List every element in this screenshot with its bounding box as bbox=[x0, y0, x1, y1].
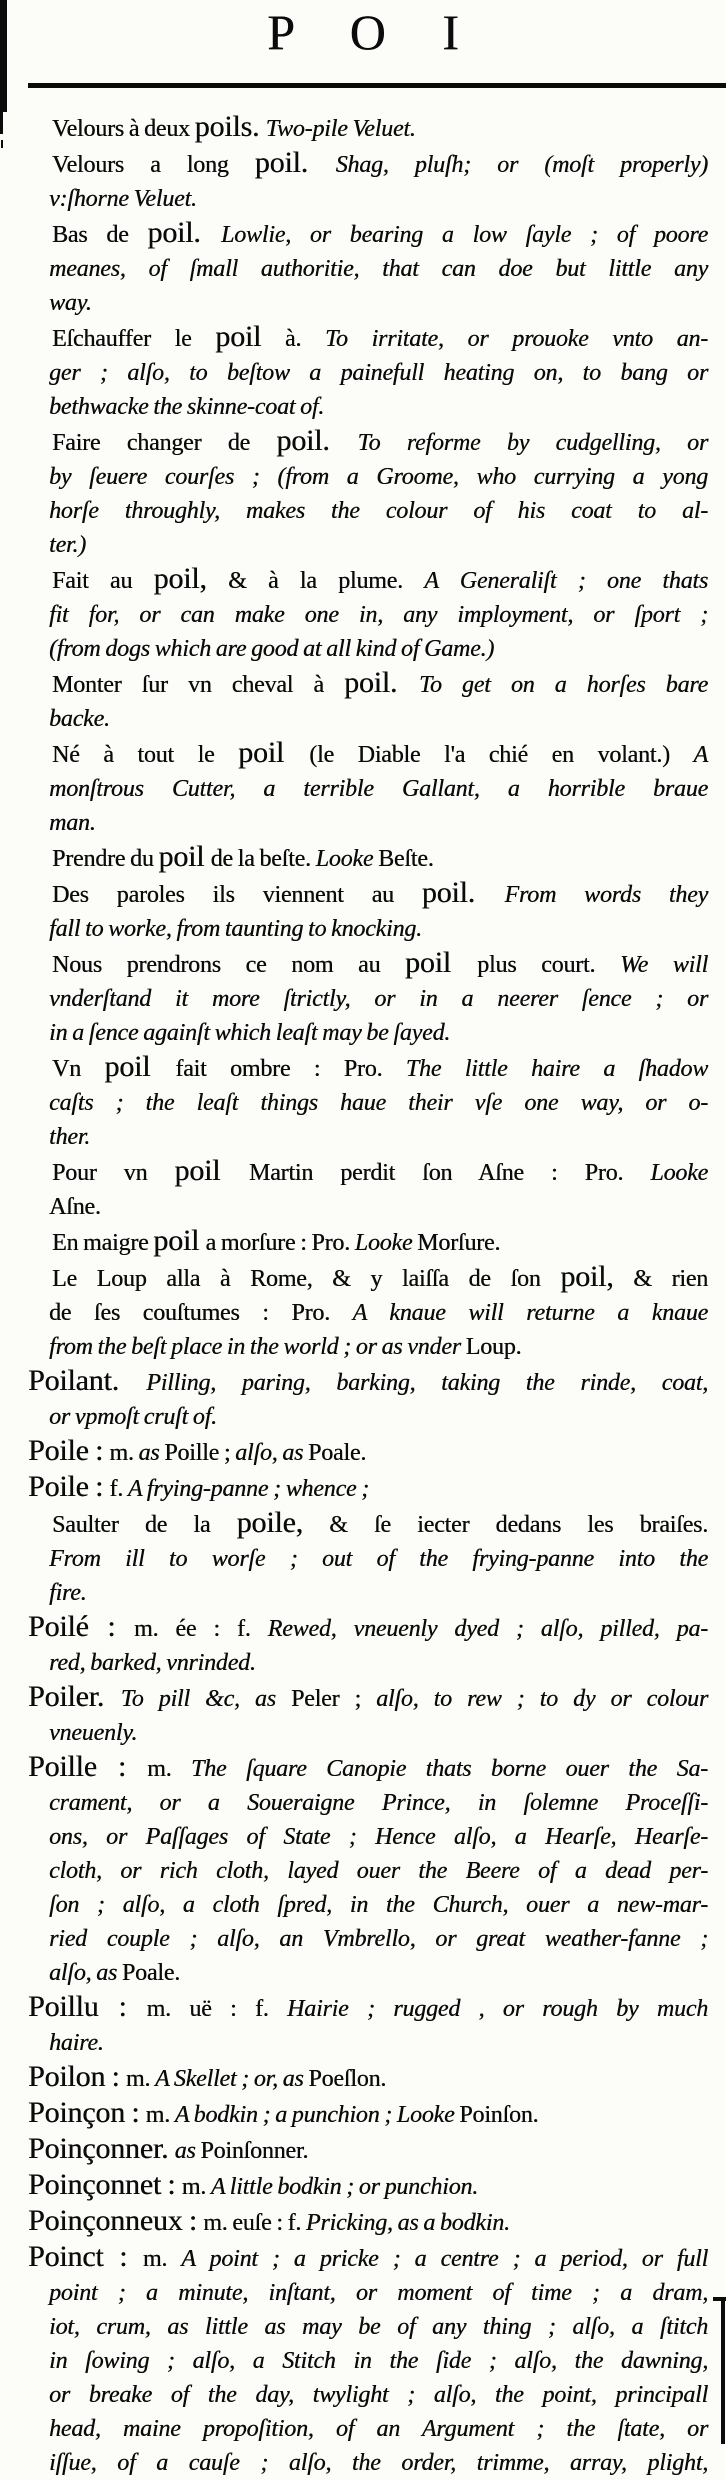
dictionary-line bbox=[49, 1016, 708, 1050]
english-gloss: fit for, or can make one in, any imployment, or ſport ; bbox=[49, 602, 708, 628]
right-edge-mark bbox=[721, 2297, 725, 2444]
english-gloss: Pilling, paring, barking, taking the rinde, coat, bbox=[146, 1370, 708, 1396]
french-text: Né à tout le bbox=[52, 742, 239, 768]
french-text: Peler ; bbox=[291, 1686, 377, 1712]
english-gloss: man. bbox=[49, 810, 96, 836]
english-gloss: fire. bbox=[49, 1580, 87, 1606]
french-text: plus court. bbox=[477, 952, 596, 978]
dictionary-line bbox=[49, 2026, 708, 2060]
dictionary-line bbox=[49, 1854, 708, 1888]
english-gloss: ſon ; alſo, a cloth ſpred, in the Church, ouer a new-mar- bbox=[49, 1892, 708, 1918]
english-gloss: ried couple ; alſo, an Vmbrello, or great weather-fanne ; bbox=[49, 1926, 708, 1952]
english-gloss: Lowlie, or bearing a low ſayle ; of poore bbox=[221, 222, 708, 248]
dictionary-line bbox=[52, 216, 708, 252]
headword: Poiler. bbox=[28, 1680, 121, 1713]
dictionary-line bbox=[52, 1154, 708, 1190]
english-gloss: backe. bbox=[49, 706, 110, 732]
french-text: Pour vn bbox=[52, 1160, 175, 1186]
headword: poil bbox=[405, 946, 478, 979]
dictionary-line bbox=[52, 876, 708, 912]
french-text: Monter ſur vn cheval à bbox=[52, 672, 345, 698]
french-text: (le Diable l'a chié en volant.) bbox=[309, 742, 694, 768]
english-gloss: head, maine propoſition, of an Argument ; the ſtate, or bbox=[49, 2416, 708, 2442]
dictionary-line bbox=[28, 1364, 708, 1400]
french-text: Le Loup alla à Rome, & y laiſſa de ſon bbox=[52, 1266, 561, 1292]
english-gloss: Looke bbox=[315, 846, 379, 872]
english-gloss: To get on a horſes bare bbox=[418, 672, 708, 698]
english-gloss: monſtrous Cutter, a terrible Gallant, a horrible braue bbox=[49, 776, 708, 802]
dictionary-line bbox=[49, 1120, 708, 1154]
dictionary-line bbox=[49, 1296, 708, 1330]
english-gloss: A bodkin ; a punchion ; Looke bbox=[174, 2102, 460, 2128]
headword: poil. bbox=[344, 666, 419, 699]
dictionary-line bbox=[28, 1680, 708, 1716]
english-gloss: bethwacke the skinne-coat of. bbox=[49, 394, 325, 420]
right-edge-tick bbox=[713, 2297, 726, 2301]
dictionary-line bbox=[49, 1086, 708, 1120]
english-gloss: To irritate, or prouoke vnto an- bbox=[324, 326, 708, 352]
english-gloss: way. bbox=[49, 290, 92, 316]
english-gloss: or vpmoſt cruſt of. bbox=[49, 1404, 217, 1430]
dictionary-line bbox=[52, 1260, 708, 1296]
french-text: Loup. bbox=[465, 1334, 522, 1360]
french-text: Eſchauffer le bbox=[52, 326, 216, 352]
french-text: m. bbox=[125, 2066, 155, 2092]
french-text: fait ombre : Pro. bbox=[175, 1056, 406, 1082]
dictionary-text bbox=[0, 110, 726, 2480]
dictionary-line bbox=[49, 806, 708, 840]
french-text: Poeſlon. bbox=[308, 2066, 387, 2092]
dictionary-line bbox=[49, 1400, 708, 1434]
dictionary-line bbox=[28, 2096, 708, 2132]
french-text: de la beſte. bbox=[210, 846, 316, 872]
french-text: Des paroles ils viennent au bbox=[52, 882, 422, 908]
dictionary-line bbox=[52, 1224, 708, 1260]
headword: Poinçon : bbox=[28, 2096, 146, 2129]
french-text: Fait au bbox=[52, 568, 154, 594]
headword: poil bbox=[158, 840, 211, 873]
french-text: Poille ; bbox=[164, 1440, 236, 1466]
english-gloss: caſts ; the leaſt things haue their vſe one way, or o- bbox=[49, 1090, 708, 1116]
headword: Poinçonnet : bbox=[28, 2168, 182, 2201]
headword: poil, bbox=[153, 562, 207, 595]
headword: poil. bbox=[276, 424, 358, 457]
dictionary-line bbox=[49, 1542, 708, 1576]
english-gloss: From words they bbox=[504, 882, 708, 908]
english-gloss: The ſquare Canopie thats borne ouer the Sa- bbox=[190, 1756, 708, 1782]
english-gloss: vneuenly. bbox=[49, 1720, 138, 1746]
french-text: à. bbox=[261, 326, 325, 352]
english-gloss: (from dogs which are good at all kind of Game.) bbox=[49, 636, 495, 662]
english-gloss: iſſue, of a cauſe ; alſo, the order, trimme, array, plight, bbox=[49, 2450, 708, 2476]
dictionary-line bbox=[49, 982, 708, 1016]
dictionary-line bbox=[52, 666, 708, 702]
french-text: Nous prendrons ce nom au bbox=[52, 952, 406, 978]
french-text: Poale. bbox=[308, 1440, 367, 1466]
french-text: Poinſon. bbox=[459, 2102, 539, 2128]
dictionary-line bbox=[49, 598, 708, 632]
dictionary-line bbox=[49, 772, 708, 806]
headword: poil bbox=[153, 1224, 206, 1257]
dictionary-line bbox=[49, 1716, 708, 1750]
french-text: Martin perdit ſon Aſne : Pro. bbox=[248, 1160, 651, 1186]
dictionary-line bbox=[49, 702, 708, 736]
english-gloss: Pricking, as a bodkin. bbox=[305, 2210, 510, 2236]
english-gloss: cloth, or rich cloth, layed ouer the Beere of a dead per- bbox=[49, 1858, 708, 1884]
english-gloss: To reforme by cudgelling, or bbox=[357, 430, 708, 456]
dictionary-line bbox=[49, 1888, 708, 1922]
french-text: Saulter de la bbox=[52, 1512, 237, 1538]
english-gloss: To pill &c, as bbox=[120, 1686, 291, 1712]
headword: poile, bbox=[236, 1506, 303, 1539]
english-gloss: We will bbox=[595, 952, 708, 978]
french-text: & ſe iecter dedans les braiſes. bbox=[302, 1512, 708, 1538]
french-text: Bas de bbox=[52, 222, 148, 248]
french-text: Beſte. bbox=[378, 846, 434, 872]
dictionary-line bbox=[52, 424, 708, 460]
french-text: m. ée : f. bbox=[134, 1616, 268, 1642]
english-gloss: A knaue will returne a knaue bbox=[352, 1300, 708, 1326]
english-gloss: Rewed, vneuenly dyed ; alſo, pilled, pa- bbox=[267, 1616, 708, 1642]
english-gloss: v:ſhorne Veluet. bbox=[49, 186, 197, 212]
dictionary-line bbox=[49, 912, 708, 946]
dictionary-line bbox=[49, 528, 708, 562]
headword: poil bbox=[238, 736, 310, 769]
dictionary-line bbox=[49, 390, 708, 424]
french-text: m. bbox=[145, 2102, 175, 2128]
french-text: m. uë : f. bbox=[146, 1996, 288, 2022]
english-gloss: Shag, pluſh; or (moſt properly) bbox=[335, 152, 708, 178]
french-text: Velours à deux bbox=[52, 116, 195, 142]
english-gloss: A Skellet ; or, as bbox=[154, 2066, 309, 2092]
english-gloss: alſo, as bbox=[235, 1440, 308, 1466]
french-text: En maigre bbox=[52, 1230, 154, 1256]
dictionary-line bbox=[28, 2240, 708, 2276]
french-text: m. bbox=[109, 1440, 139, 1466]
dictionary-line bbox=[49, 1190, 708, 1224]
headword: Poinçonneux : bbox=[28, 2204, 204, 2237]
english-gloss: The little haire a ſhadow bbox=[405, 1056, 709, 1082]
english-gloss: red, barked, vnrinded. bbox=[49, 1650, 256, 1676]
dictionary-line bbox=[49, 494, 708, 528]
english-gloss: as bbox=[174, 2138, 201, 2164]
dictionary-line bbox=[49, 2344, 708, 2378]
english-gloss: ther. bbox=[49, 1124, 91, 1150]
dictionary-line bbox=[52, 736, 708, 772]
headword: Poilé : bbox=[28, 1610, 135, 1643]
dictionary-line bbox=[49, 356, 708, 390]
dictionary-line bbox=[28, 1434, 708, 1470]
english-gloss: haire. bbox=[49, 2030, 104, 2056]
headword: poil. bbox=[254, 146, 336, 179]
english-gloss: from the beſt place in the world ; or as vnder bbox=[49, 1334, 466, 1360]
english-gloss: in ſowing ; alſo, a Stitch in the ſide ; alſo, the dawning, bbox=[49, 2348, 708, 2374]
dictionary-line bbox=[28, 1470, 708, 1506]
dictionary-line bbox=[28, 2060, 708, 2096]
english-gloss: fall to worke, from taunting to knocking. bbox=[49, 916, 422, 942]
english-gloss: A Generaliſt ; one thats bbox=[424, 568, 709, 594]
dictionary-line bbox=[49, 1330, 708, 1364]
french-text: m. bbox=[142, 2246, 182, 2272]
dictionary-line bbox=[28, 2204, 708, 2240]
english-gloss: horſe throughly, makes the colour of his coat to al- bbox=[49, 498, 708, 524]
headword: Poinçonner. bbox=[28, 2132, 175, 2165]
french-text: m. euſe : f. bbox=[203, 2210, 306, 2236]
dictionary-line bbox=[52, 110, 708, 146]
headword: poil bbox=[104, 1050, 176, 1083]
dictionary-line bbox=[28, 1610, 708, 1646]
english-gloss: Two-pile Veluet. bbox=[265, 116, 416, 142]
french-text: Velours a long bbox=[52, 152, 255, 178]
headword: Poilon : bbox=[28, 2060, 126, 2093]
english-gloss: alſo, to rew ; to dy or colour bbox=[376, 1686, 708, 1712]
dictionary-line bbox=[49, 182, 708, 216]
french-text: & rien bbox=[613, 1266, 708, 1292]
page-heading: P O I bbox=[267, 4, 473, 60]
dictionary-line bbox=[28, 1750, 708, 1786]
headword: poils. bbox=[194, 110, 266, 143]
dictionary-line bbox=[49, 1576, 708, 1610]
dictionary-line bbox=[49, 460, 708, 494]
dictionary-line bbox=[28, 1990, 708, 2026]
english-gloss: ger ; alſo, to beſtow a painefull heating on, to bang or bbox=[49, 360, 708, 386]
dictionary-line bbox=[52, 1506, 708, 1542]
dictionary-line bbox=[52, 320, 708, 356]
dictionary-line bbox=[49, 286, 708, 320]
dictionary-line bbox=[52, 840, 708, 876]
headword: poil. bbox=[421, 876, 505, 909]
english-gloss: as bbox=[138, 1440, 165, 1466]
dictionary-line bbox=[49, 1956, 708, 1990]
french-text: Faire changer de bbox=[52, 430, 277, 456]
english-gloss: A bbox=[693, 742, 708, 768]
english-gloss: point ; a minute, inſtant, or moment of time ; a dram, bbox=[49, 2280, 708, 2306]
header-rule bbox=[28, 83, 726, 88]
english-gloss: A little bodkin ; or punchion. bbox=[210, 2174, 479, 2200]
french-text: Prendre du bbox=[52, 846, 159, 872]
headword: poil bbox=[174, 1154, 249, 1187]
english-gloss: meanes, of ſmall authoritie, that can doe but little any bbox=[49, 256, 708, 282]
headword: Poinct : bbox=[28, 2240, 143, 2273]
headword: Poilant. bbox=[28, 1364, 147, 1397]
french-text: m. bbox=[147, 1756, 191, 1782]
english-gloss: A point ; a pricke ; a centre ; a period, or full bbox=[181, 2246, 708, 2272]
english-gloss: alſo, as bbox=[49, 1960, 122, 1986]
english-gloss: or breake of the day, twylight ; alſo, the point, principall bbox=[49, 2382, 708, 2408]
english-gloss: ons, or Paſſages of State ; Hence alſo, a Hearſe, Hearſe- bbox=[49, 1824, 708, 1850]
dictionary-line bbox=[49, 1786, 708, 1820]
dictionary-line bbox=[49, 1646, 708, 1680]
english-gloss: Looke bbox=[650, 1160, 708, 1186]
french-text: f. bbox=[109, 1476, 128, 1502]
headword: poil, bbox=[560, 1260, 614, 1293]
english-gloss: A frying-panne ; whence ; bbox=[127, 1476, 369, 1502]
headword: poil. bbox=[147, 216, 221, 249]
english-gloss: Looke bbox=[354, 1230, 418, 1256]
dictionary-line bbox=[49, 632, 708, 666]
french-text: de ſes couſtumes : Pro. bbox=[49, 1300, 353, 1326]
english-gloss: crament, or a Soueraigne Prince, in ſolemne Proceſſi- bbox=[49, 1790, 708, 1816]
dictionary-line bbox=[49, 2446, 708, 2480]
dictionary-line bbox=[49, 2310, 708, 2344]
french-text: Morſure. bbox=[417, 1230, 501, 1256]
english-gloss: by ſeuere courſes ; (from a Groome, who currying a yong bbox=[49, 464, 708, 490]
dictionary-line bbox=[52, 946, 708, 982]
headword: Poille : bbox=[28, 1750, 148, 1783]
english-gloss: in a ſence againſt which leaſt may be ſayed. bbox=[49, 1020, 451, 1046]
french-text: Vn bbox=[52, 1056, 105, 1082]
french-text: Aſne. bbox=[49, 1194, 101, 1220]
dictionary-line bbox=[52, 146, 708, 182]
headword: Poile : bbox=[28, 1470, 110, 1503]
dictionary-line bbox=[52, 562, 708, 598]
headword: Poile : bbox=[28, 1434, 110, 1467]
french-text: Poinſonner. bbox=[200, 2138, 309, 2164]
english-gloss: Hairie ; rugged , or rough by much bbox=[287, 1996, 709, 2022]
dictionary-line bbox=[49, 2276, 708, 2310]
french-text: a morſure : Pro. bbox=[205, 1230, 355, 1256]
dictionary-line bbox=[49, 2412, 708, 2446]
headword: poil bbox=[215, 320, 262, 353]
english-gloss: From ill to worſe ; out of the frying-panne into the bbox=[49, 1546, 708, 1572]
dictionary-line bbox=[49, 252, 708, 286]
french-text: Poale. bbox=[121, 1960, 181, 1986]
dictionary-line bbox=[28, 2132, 708, 2168]
dictionary-line bbox=[49, 2378, 708, 2412]
headword: Poillu : bbox=[28, 1990, 147, 2023]
dictionary-line bbox=[52, 1050, 708, 1086]
english-gloss: iot, crum, as little as may be of any thing ; alſo, a ſtitch bbox=[49, 2314, 708, 2340]
english-gloss: ter.) bbox=[49, 532, 86, 558]
french-text: & à la plume. bbox=[206, 568, 425, 594]
dictionary-line bbox=[49, 1820, 708, 1854]
dictionary-line bbox=[28, 2168, 708, 2204]
english-gloss: vnderſtand it more ſtrictly, or in a neerer ſence ; or bbox=[49, 986, 708, 1012]
french-text: m. bbox=[181, 2174, 211, 2200]
dictionary-line bbox=[49, 1922, 708, 1956]
